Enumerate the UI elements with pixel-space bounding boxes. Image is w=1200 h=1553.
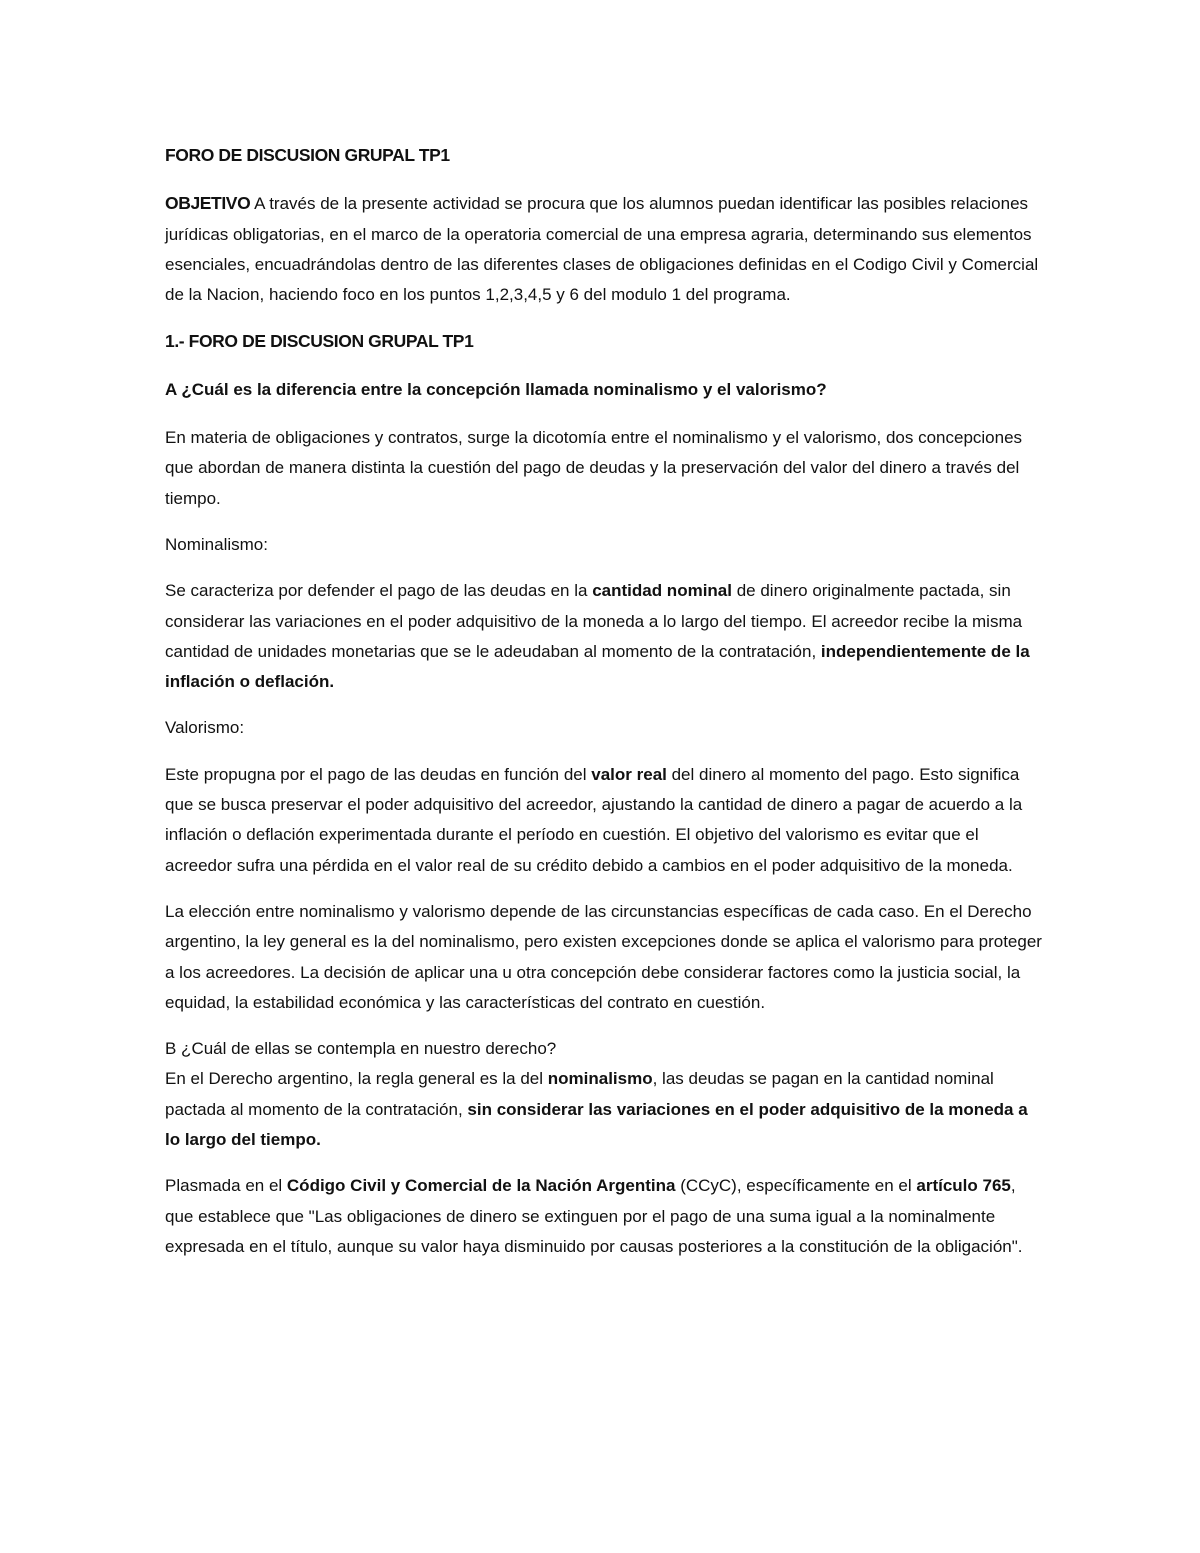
section-title: 1.- FORO DE DISCUSION GRUPAL TP1 xyxy=(165,331,474,352)
nominalismo-bold-2: independientemente de la inflación o deflación. xyxy=(165,641,1030,692)
document-page xyxy=(165,140,1045,1278)
valorismo-text-1: Este propugna por el pago de las deudas en función del xyxy=(165,764,592,784)
valorismo-paragraph xyxy=(165,760,1045,881)
valorismo-text-2: del dinero al momento del pago. Esto significa que se busca preservar el poder adquisitivo del acreedor, ajustando la cantidad de dinero a pagar de acuerdo a la inflación o deflación experimentada durante el período en cuestión. El objetivo del valorismo es evitar que el acreedor sufra una pérdida en el valor real de su crédito debido a cambios en el poder adquisitivo de la moneda. xyxy=(165,764,1023,875)
answer-b-text-3: . xyxy=(316,1130,321,1150)
objective-text: A través de la presente actividad se procura que los alumnos puedan identificar las posibles relaciones jurídicas obligatorias, en el marco de la operatoria comercial de una empresa agraria, determinando sus elementos esenciales, encuadrándolas dentro de las diferentes clases de obligaciones definidas en el Codigo Civil y Comercial de la Nacion, haciendo foco en los puntos 1,2,3,4,5 y 6 del modulo 1 del programa. xyxy=(165,194,1039,305)
plasmada-bold-2: artículo 765 xyxy=(916,1176,1011,1196)
valorismo-heading: Valorismo: xyxy=(165,718,245,738)
eleccion-paragraph: La elección entre nominalismo y valorismo depende de las circunstancias específicas de cada caso. En el Derecho argentino, la ley general es la del nominalismo, pero existen excepciones donde se aplica el valorismo para proteger a los acreedores. La decisión de aplicar una u otra concepción debe considerar factores como la justicia social, la equidad, la estabilidad económica y las características del contrato en cuestión. xyxy=(165,901,1042,1012)
nominalismo-heading: Nominalismo: xyxy=(165,534,268,554)
valorismo-bold-1: valor real xyxy=(591,764,667,784)
answer-b-text-1: En el Derecho argentino, la regla general es la del xyxy=(165,1069,548,1089)
nominalismo-text-1: Se caracteriza por defender el pago de las deudas en la xyxy=(165,581,593,601)
plasmada-text-2: (CCyC), específicamente en el xyxy=(675,1176,917,1196)
nominalismo-paragraph xyxy=(165,576,1045,697)
answer-b-text-2: , las deudas se pagan en la cantidad nominal pactada al momento de la contratación, xyxy=(165,1069,994,1119)
objective-label: OBJETIVO xyxy=(165,193,251,214)
answer-b-bold-2: sin considerar las variaciones en el poder adquisitivo de la moneda a lo largo del tiempo xyxy=(165,1099,1028,1150)
answer-b-bold-1: nominalismo xyxy=(547,1069,653,1089)
question-b: B ¿Cuál de ellas se contempla en nuestro derecho? xyxy=(165,1039,557,1059)
document-title: FORO DE DISCUSION GRUPAL TP1 xyxy=(165,145,450,165)
intro-paragraph: En materia de obligaciones y contratos, surge la dicotomía entre el nominalismo y el valorismo, dos concepciones que abordan de manera distinta la cuestión del pago de deudas y la preservación del valor del dinero a través del tiempo. xyxy=(165,428,1023,508)
nominalismo-text-2: de dinero originalmente pactada, sin considerar las variaciones en el poder adquisitivo de la moneda a lo largo del tiempo. El acreedor recibe la misma cantidad de unidades monetarias que se le adeudaban al momento de la contratación, xyxy=(165,581,1023,661)
nominalismo-bold-1: cantidad nominal xyxy=(592,581,732,601)
answer-b-paragraph xyxy=(165,1064,1045,1155)
plasmada-text-3: , que establece que "Las obligaciones de dinero se extinguen por el pago de una suma igual a la nominalmente expresada en el título, aunque su valor haya disminuido por causas posteriores a la constitución de la obligación". xyxy=(165,1176,1023,1256)
objective-paragraph xyxy=(165,188,1045,310)
plasmada-paragraph xyxy=(165,1171,1045,1262)
question-a: A ¿Cuál es la diferencia entre la concepción llamada nominalismo y el valorismo? xyxy=(165,379,827,399)
plasmada-text-1: Plasmada en el xyxy=(165,1176,287,1196)
plasmada-bold-1: Código Civil y Comercial de la Nación Argentina xyxy=(286,1176,676,1196)
